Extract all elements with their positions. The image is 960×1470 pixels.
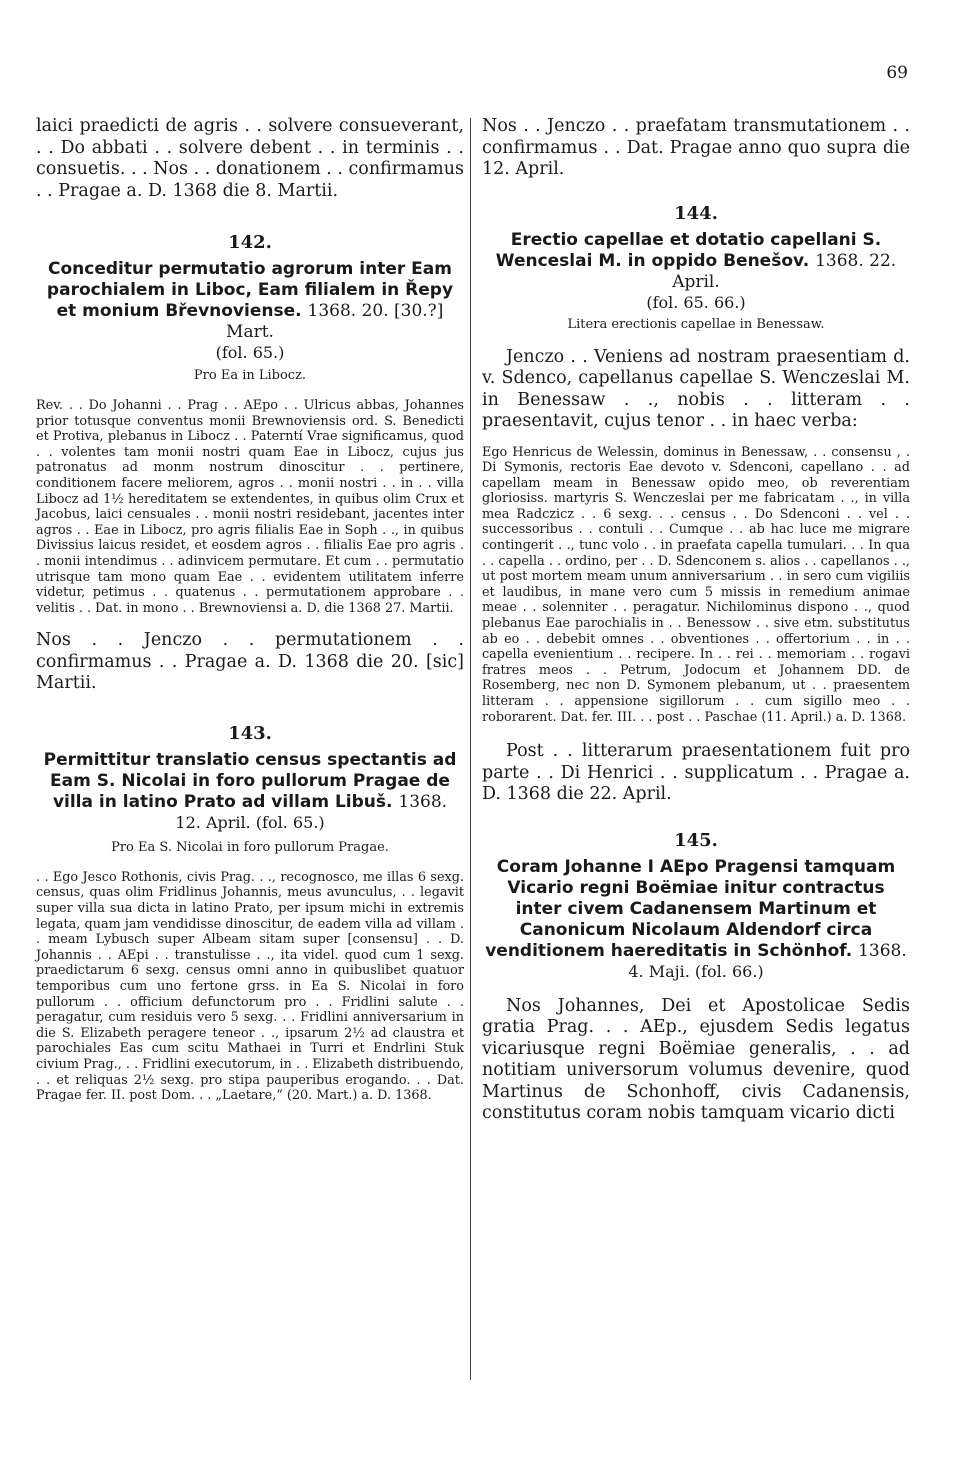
- doc-142-folio: (fol. 65.): [215, 343, 285, 362]
- doc-145-heading-text: Coram Johanne I AEpo Pragensi tamquam Vicario regni Boëmiae initur contractus inter civem Cadanensem Martinum et Canonicum Nicolaum Aldendorf circa venditionem haereditatis in Schönhof.: [485, 856, 896, 961]
- right-column: [482, 112, 910, 1125]
- doc-145-year: 1368.: [858, 940, 907, 961]
- doc-143-date: 12. April. (fol. 65.): [175, 812, 325, 832]
- doc-145-date: 4. Maji. (fol. 66.): [628, 961, 764, 981]
- doc-142-number: 142.: [228, 232, 272, 253]
- doc-142-note: Pro Ea in Libocz.: [193, 368, 307, 383]
- page-number: 69: [886, 63, 908, 83]
- doc-143-note: Pro Ea S. Nicolai in foro pullorum Pragae.: [111, 839, 389, 855]
- doc-143-heading-text: Permittitur translatio census spectantis ad Eam S. Nicolai in foro pullorum Pragae de villa in latino Prato ad villam Libuš.: [43, 749, 457, 812]
- doc-145-heading: [482, 857, 910, 962]
- doc-145-number: 145.: [674, 829, 718, 851]
- doc-144-text: Ego Henricus de Welessin, dominus in Benessaw, . . consensu , . Di Symonis, rectoris Eae devoto v. Sdenconi, capellano . . ad capellam meam in Benessaw opido meo, ob reverentiam gloriosiss. martyris S. Wenczeslai per me fabricatam . ., in villa mea Radczicz . . 6 sexg. . . census . . Do Sdenconi . . vel . . successoribus . . contuli . . Cumque . . ab hac luce me migrare contingerit . ., tunc volo . . in praefata capella tumulari. . . In qua . . capella . . ordino, per . . D. Sdenconem s. alios . . capellanos . ., ut post mortem meam unum anniversarium . . in sero cum vigiliis et laudibus, in mane vero cum 5 missis in remedium animae meae . . solenniter . . peragatur. Nichilominus dispono . ., quod plebanus Eae parochialis in . . Benessow . . sive etm. substitutus ab eo . . debebit omnes . . obventiones . . offertorium . . in . . capella evenientium . . recipere. In . . rei . . memoriam . . rogavi fratres meos . . Petrum, Jodocum et Johannem DD. de Rosemberg, nec non D. Symonem plebanum, ut . . praesentem litteram . . appensione sigillorum . . cum sigillo meo . . roborarent. Dat. fer. III. . . post . . Paschae (11. April.) a. D. 1368.: [482, 444, 910, 725]
- doc-144-closing: Post . . litterarum praesentationem fuit pro parte . . Di Henrici . . supplicatum . . Pragae a. D. 1368 die 22. April.: [482, 741, 910, 805]
- left-intro-text: laici praedicti de agris . . solvere consueverant, . . Do abbati . . solvere debent . . in terminis . . consuetis. . . Nos . . donationem . . confirmamus . . Pragae a. D. 1368 die 8. Martii.: [36, 116, 465, 201]
- doc-144-folio: (fol. 65. 66.): [646, 292, 746, 312]
- right-intro-text: Nos . . Jenczo . . praefatam transmutationem . . confirmamus . . Dat. Pragae anno quo supra die 12. April.: [482, 116, 910, 179]
- doc-142-date: 1368. 20. [30.?] Mart.: [226, 301, 444, 342]
- doc-142-heading: [36, 259, 464, 343]
- doc-144-date: 1368. 22. April.: [672, 250, 897, 292]
- doc-145-text: Nos Johannes, Dei et Apostolicae Sedis gratia Prag. . . AEp., ejusdem Sedis legatus vicariusque regni Boëmiae generalis, . . ad notitiam universorum volumus devenire, quod Martinus de Schonhoff, civis Cadanensis, constitutus coram nobis tamquam vicario dicti: [482, 995, 910, 1124]
- doc-143-text: . . Ego Jesco Rothonis, civis Prag. . ., recognosco, me illas 6 sexg. census, quas olim Fridlinus Johannis, meus avunculus, . . legavit super villa sua dicta in latino Prato, per ipsum michi in extremis legata, quam jam vendidisse dinoscitur, de eadem villa ad villam . . meam Lybusch super Albeam sitam super [consensu] . . D. Johannis . . AEpi . . transtulisse . ., ita videl. quod cum 1 sexg. praedictarum 6 sexg. census omni anno in quibuslibet quatuor temporibus cum uno fertone grss. in Ea S. Nicolai in foro pullorum . . officium defunctorum pro . . Fridlini salute . . peragatur, cum residuis vero 5 sexg. . . Fridlini anniversarium in die S. Elizabeth peragere teneor . ., ipsarum 2½ ad claustra et parochiales Eas cum scitu Mathaei in Turri et Endrlini Stuk civium Prag., . . Fridlini executorum, in . . Elizabeth distribuendo, . . et reliquas 2½ sexg. pro stipa pauperibus erogando. . . Dat. Pragae fer. II. post Dom. . . „Laetare,“ (20. Mart.) a. D. 1368.: [36, 869, 464, 1104]
- doc-142-heading-text: Conceditur permutatio agrorum inter Eam parochialem in Liboc, Eam filialem in Řepy et monium Břevnoviense.: [46, 259, 454, 321]
- column-divider: [470, 118, 471, 1380]
- doc-143-year: 1368.: [398, 791, 448, 812]
- doc-143-number: 143.: [228, 722, 272, 744]
- doc-142-confirmation: Nos . . Jenczo . . permutationem . . confirmamus . . Pragae a. D. 1368 die 20. [sic] Martii.: [36, 630, 464, 694]
- doc-144-heading-text: Erectio capellae et dotatio capellani S. Wenceslai M. in oppido Benešov.: [495, 229, 882, 271]
- doc-144-number: 144.: [674, 202, 718, 224]
- doc-143-heading: [36, 750, 464, 813]
- left-column: [36, 112, 464, 1104]
- doc-144-intro: Jenczo . . Veniens ad nostram praesentiam d. v. Sdenco, capellanus capellae S. Wenczeslai M. in Benessaw . ., nobis . . litteram . . praesentavit, cujus tenor . . in haec verba:: [482, 346, 910, 431]
- doc-142-text: Rev. . . Do Johanni . . Prag . . AEpo . . Ulricus abbas, Johannes prior totusque conventus monii Brewnoviensis ord. S. Benedicti et Protiva, plebanus in Libocz . . Paterntí Vrae significamus, quod . . volentes tam monii nostri quam Eae in Libocz, cujus jus patronatus ad monm nostrum dinoscitur . . pertinere, conditionem facere meliorem, agros . . monii nostri . . in . . villa Libocz ad 1½ hereditatem se extendentes, in quibus olim Crux et Jacobus, laici censuales . . monii nostri residebant, jacentes inter agros . . Eae in Libocz, pro agris filialis Eae in Soph . ., in quibus Divissius laicus residet, et eosdem agros . . filialis Eae pro agris . . monii intendimus . . adinvicem permutare. Et cum . . permutatio utrisque tam mono quam Eae . . evidentem utilitatem inferre videtur, petimus . . quatenus . . permutationem approbare . . velitis . . Dat. in mono . . Brewnoviensi a. D. die 1368 27. Martii.: [36, 398, 464, 616]
- doc-144-heading: [482, 230, 910, 293]
- doc-144-note: Litera erectionis capellae in Benessaw.: [567, 316, 825, 332]
